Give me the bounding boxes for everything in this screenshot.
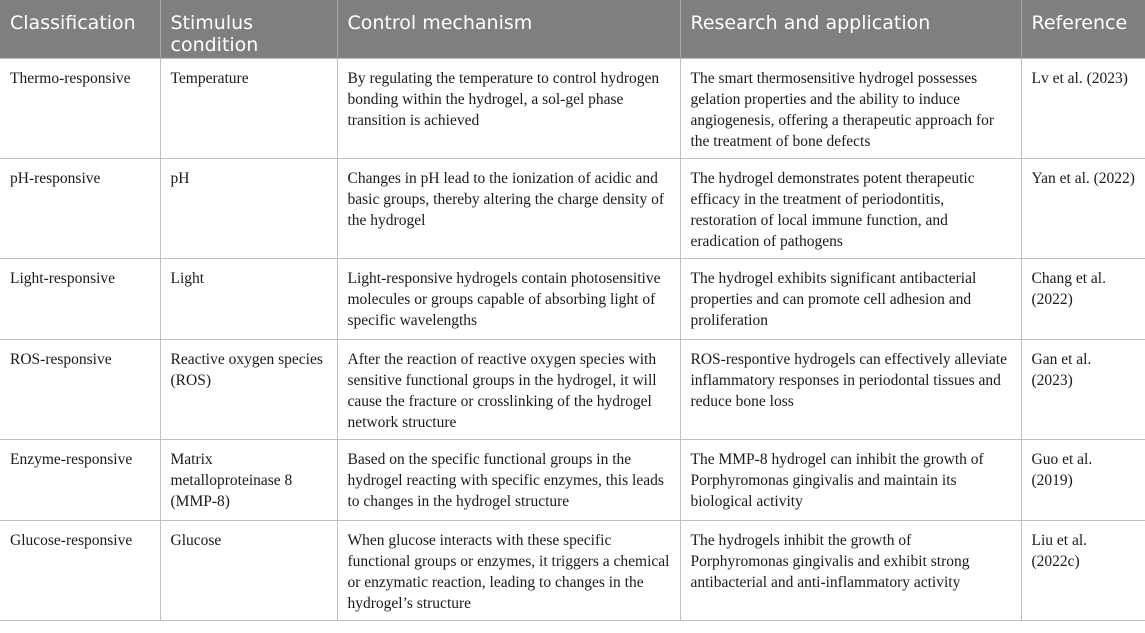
cell-reference: Gan et al. (2023) bbox=[1021, 339, 1145, 439]
header-row bbox=[0, 0, 1145, 58]
cell-application: The hydrogels inhibit the growth of Porphyromonas gingivalis and exhibit strong antibacterial and anti-inflammatory activity bbox=[680, 520, 1021, 620]
cell-classification: ROS-responsive bbox=[0, 339, 160, 439]
cell-stimulus: pH bbox=[160, 158, 337, 258]
cell-mechanism: When glucose interacts with these specific functional groups or enzymes, it triggers a chemical or enzymatic reaction, leading to changes in the hydrogel’s structure bbox=[337, 520, 680, 620]
table-row bbox=[0, 520, 1145, 620]
cell-stimulus: Glucose bbox=[160, 520, 337, 620]
cell-application: The hydrogel demonstrates potent therapeutic efficacy in the treatment of periodontitis, restoration of local immune function, and eradication of pathogens bbox=[680, 158, 1021, 258]
cell-reference: Chang et al. (2022) bbox=[1021, 258, 1145, 339]
table-row bbox=[0, 58, 1145, 158]
cell-mechanism: Light-responsive hydrogels contain photosensitive molecules or groups capable of absorbing light of specific wavelengths bbox=[337, 258, 680, 339]
cell-application: The MMP-8 hydrogel can inhibit the growth of Porphyromonas gingivalis and maintain its biological activity bbox=[680, 439, 1021, 520]
table-row bbox=[0, 158, 1145, 258]
cell-classification: Enzyme-responsive bbox=[0, 439, 160, 520]
table-row bbox=[0, 339, 1145, 439]
cell-stimulus: Matrix metalloproteinase 8 (MMP-8) bbox=[160, 439, 337, 520]
cell-application: The hydrogel exhibits significant antibacterial properties and can promote cell adhesion and proliferation bbox=[680, 258, 1021, 339]
cell-mechanism: By regulating the temperature to control hydrogen bonding within the hydrogel, a sol-gel phase transition is achieved bbox=[337, 58, 680, 158]
cell-reference: Liu et al. (2022c) bbox=[1021, 520, 1145, 620]
table-body bbox=[0, 58, 1145, 620]
header-research-application: Research and application bbox=[680, 0, 1021, 58]
table-row bbox=[0, 258, 1145, 339]
cell-stimulus: Reactive oxygen species (ROS) bbox=[160, 339, 337, 439]
cell-stimulus: Light bbox=[160, 258, 337, 339]
cell-reference: Guo et al. (2019) bbox=[1021, 439, 1145, 520]
cell-classification: Thermo-responsive bbox=[0, 58, 160, 158]
cell-reference: Lv et al. (2023) bbox=[1021, 58, 1145, 158]
cell-mechanism: Changes in pH lead to the ionization of acidic and basic groups, thereby altering the charge density of the hydrogel bbox=[337, 158, 680, 258]
cell-mechanism: After the reaction of reactive oxygen species with sensitive functional groups in the hydrogel, it will cause the fracture or crosslinking of the hydrogel network structure bbox=[337, 339, 680, 439]
cell-classification: pH-responsive bbox=[0, 158, 160, 258]
header-classification: Classification bbox=[0, 0, 160, 58]
header-stimulus-condition: Stimulus condition bbox=[160, 0, 337, 58]
cell-classification: Glucose-responsive bbox=[0, 520, 160, 620]
cell-application: The smart thermosensitive hydrogel possesses gelation properties and the ability to induce angiogenesis, offering a therapeutic approach for the treatment of bone defects bbox=[680, 58, 1021, 158]
table-header bbox=[0, 0, 1145, 58]
cell-application: ROS-respontive hydrogels can effectively alleviate inflammatory responses in periodontal tissues and reduce bone loss bbox=[680, 339, 1021, 439]
header-control-mechanism: Control mechanism bbox=[337, 0, 680, 58]
cell-reference: Yan et al. (2022) bbox=[1021, 158, 1145, 258]
cell-mechanism: Based on the specific functional groups in the hydrogel reacting with specific enzymes, this leads to changes in the hydrogel structure bbox=[337, 439, 680, 520]
table-row bbox=[0, 439, 1145, 520]
cell-stimulus: Temperature bbox=[160, 58, 337, 158]
cell-classification: Light-responsive bbox=[0, 258, 160, 339]
header-reference: Reference bbox=[1021, 0, 1145, 58]
